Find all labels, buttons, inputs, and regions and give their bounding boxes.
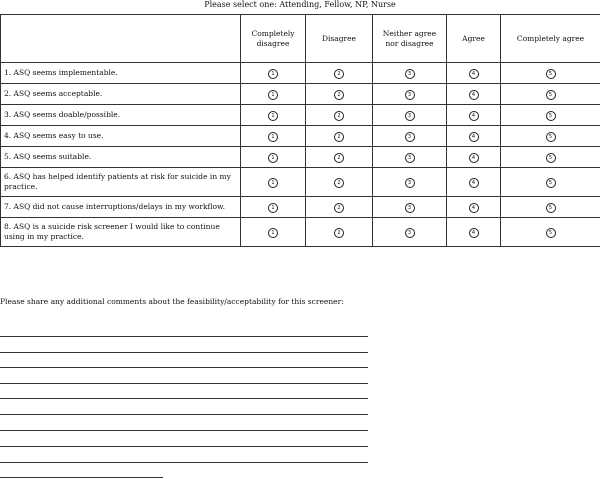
- comment-line[interactable]: [0, 398, 368, 399]
- rating-radio[interactable]: 4: [469, 203, 479, 213]
- rating-radio[interactable]: 2: [334, 203, 344, 213]
- question-row: [1, 147, 600, 168]
- rating-radio[interactable]: 1: [268, 90, 278, 100]
- rating-radio[interactable]: 3: [405, 178, 415, 188]
- rating-cell: [373, 197, 447, 218]
- rating-cell: [241, 147, 306, 168]
- rating-cell: [501, 218, 600, 247]
- rating-cell: [373, 147, 447, 168]
- rating-radio[interactable]: 5: [546, 153, 556, 163]
- comment-line[interactable]: [0, 414, 368, 415]
- rating-radio[interactable]: 2: [334, 69, 344, 79]
- comments-label: Please share any additional comments about the feasibility/acceptability for this screener:: [0, 297, 344, 306]
- comment-line[interactable]: [0, 383, 368, 384]
- rating-cell: [306, 84, 373, 105]
- rating-radio[interactable]: 1: [268, 203, 278, 213]
- rating-cell: [501, 63, 600, 84]
- rating-cell: [306, 147, 373, 168]
- rating-radio[interactable]: 3: [405, 228, 415, 238]
- rating-radio[interactable]: 3: [405, 111, 415, 121]
- rating-cell: [447, 105, 501, 126]
- rating-radio[interactable]: 5: [546, 90, 556, 100]
- rating-radio[interactable]: 4: [469, 178, 479, 188]
- rating-cell: [241, 168, 306, 197]
- rating-radio[interactable]: 4: [469, 228, 479, 238]
- rating-radio[interactable]: 1: [268, 228, 278, 238]
- rating-radio[interactable]: 1: [268, 111, 278, 121]
- header-row: [1, 15, 600, 63]
- rating-cell: [501, 168, 600, 197]
- rating-radio[interactable]: 3: [405, 69, 415, 79]
- rating-radio[interactable]: 3: [405, 90, 415, 100]
- rating-radio[interactable]: 5: [546, 111, 556, 121]
- rating-radio[interactable]: 4: [469, 111, 479, 121]
- rating-radio[interactable]: 2: [334, 132, 344, 142]
- rating-radio[interactable]: 5: [546, 132, 556, 142]
- column-header: Completely disagree: [241, 15, 306, 63]
- survey-table: [0, 14, 600, 247]
- rating-cell: [373, 84, 447, 105]
- comment-line[interactable]: [0, 446, 368, 447]
- rating-cell: [373, 168, 447, 197]
- rating-cell: [241, 63, 306, 84]
- column-header: Neither agree nor disagree: [373, 15, 447, 63]
- rating-radio[interactable]: 2: [334, 111, 344, 121]
- question-row: [1, 218, 600, 247]
- rating-radio[interactable]: 3: [405, 132, 415, 142]
- comment-line[interactable]: [0, 430, 368, 431]
- rating-cell: [501, 84, 600, 105]
- rating-cell: [306, 197, 373, 218]
- rating-radio[interactable]: 1: [268, 69, 278, 79]
- rating-radio[interactable]: 2: [334, 153, 344, 163]
- comment-line[interactable]: [0, 462, 368, 463]
- rating-cell: [241, 105, 306, 126]
- rating-cell: [447, 84, 501, 105]
- comment-line[interactable]: [0, 477, 163, 478]
- question-text: 7. ASQ did not cause interruptions/delays in my workflow.: [1, 197, 241, 218]
- question-row: [1, 126, 600, 147]
- question-text: 6. ASQ has helped identify patients at risk for suicide in my practice.: [1, 168, 241, 197]
- rating-cell: [241, 84, 306, 105]
- question-row: [1, 105, 600, 126]
- rating-cell: [373, 105, 447, 126]
- rating-cell: [241, 126, 306, 147]
- rating-radio[interactable]: 4: [469, 69, 479, 79]
- rating-cell: [447, 218, 501, 247]
- question-text: 3. ASQ seems doable/possible.: [1, 105, 241, 126]
- rating-radio[interactable]: 1: [268, 153, 278, 163]
- comment-line[interactable]: [0, 352, 368, 353]
- rating-cell: [306, 105, 373, 126]
- rating-radio[interactable]: 4: [469, 90, 479, 100]
- rating-radio[interactable]: 5: [546, 203, 556, 213]
- question-row: [1, 84, 600, 105]
- rating-cell: [306, 168, 373, 197]
- rating-radio[interactable]: 3: [405, 153, 415, 163]
- question-text: 8. ASQ is a suicide risk screener I would like to continue using in my practice.: [1, 218, 241, 247]
- rating-cell: [501, 197, 600, 218]
- rating-radio[interactable]: 2: [334, 228, 344, 238]
- rating-radio[interactable]: 5: [546, 228, 556, 238]
- question-text: 4. ASQ seems easy to use.: [1, 126, 241, 147]
- question-row: [1, 168, 600, 197]
- rating-cell: [373, 63, 447, 84]
- rating-cell: [306, 218, 373, 247]
- rating-radio[interactable]: 5: [546, 69, 556, 79]
- rating-radio[interactable]: 4: [469, 153, 479, 163]
- rating-cell: [447, 197, 501, 218]
- comment-line[interactable]: [0, 367, 368, 368]
- rating-cell: [501, 105, 600, 126]
- rating-radio[interactable]: 1: [268, 178, 278, 188]
- rating-cell: [306, 126, 373, 147]
- rating-radio[interactable]: 5: [546, 178, 556, 188]
- question-row: [1, 197, 600, 218]
- role-selection-prompt: Please select one: Attending, Fellow, NP, Nurse: [204, 0, 396, 9]
- rating-radio[interactable]: 1: [268, 132, 278, 142]
- rating-cell: [241, 218, 306, 247]
- column-header: Disagree: [306, 15, 373, 63]
- rating-radio[interactable]: 4: [469, 132, 479, 142]
- column-header: Completely agree: [501, 15, 600, 63]
- rating-cell: [447, 63, 501, 84]
- rating-cell: [373, 126, 447, 147]
- rating-cell: [447, 126, 501, 147]
- question-column-header: [1, 15, 241, 63]
- rating-cell: [501, 147, 600, 168]
- question-text: 2. ASQ seems acceptable.: [1, 84, 241, 105]
- rating-cell: [373, 218, 447, 247]
- rating-cell: [447, 147, 501, 168]
- question-row: [1, 63, 600, 84]
- rating-cell: [241, 197, 306, 218]
- rating-radio[interactable]: 3: [405, 203, 415, 213]
- rating-cell: [447, 168, 501, 197]
- rating-cell: [306, 63, 373, 84]
- question-text: 1. ASQ seems implementable.: [1, 63, 241, 84]
- column-header: Agree: [447, 15, 501, 63]
- comment-line[interactable]: [0, 336, 368, 337]
- rating-radio[interactable]: 2: [334, 90, 344, 100]
- question-text: 5. ASQ seems suitable.: [1, 147, 241, 168]
- rating-radio[interactable]: 2: [334, 178, 344, 188]
- rating-cell: [501, 126, 600, 147]
